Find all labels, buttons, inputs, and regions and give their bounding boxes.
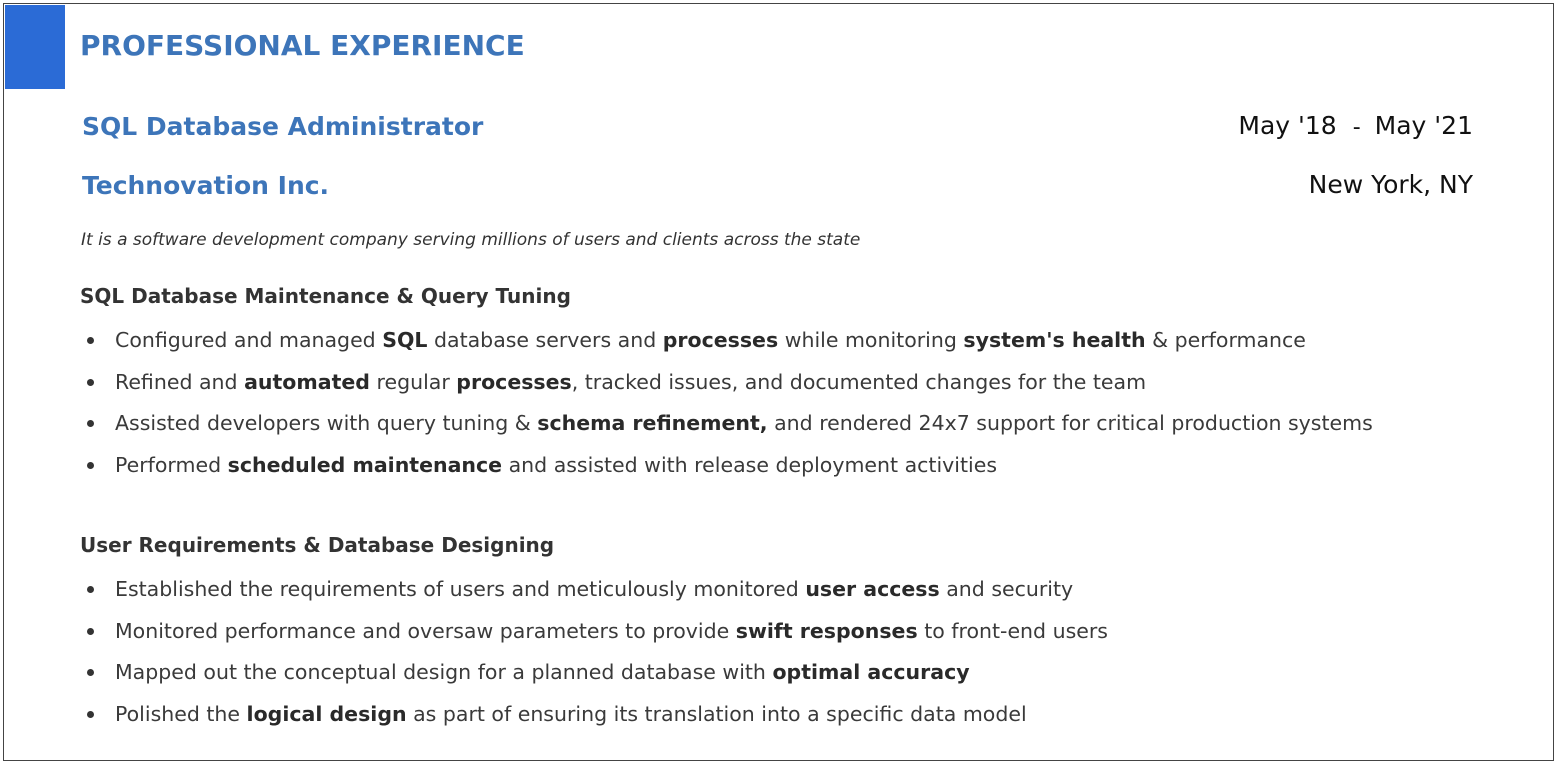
list-item [80,451,1373,493]
list-item [80,700,1108,742]
bullet-text: and security [939,577,1074,601]
job-location: New York, NY [1308,170,1473,199]
bullet-icon [87,628,94,635]
bullet-text: , tracked issues, and documented changes for the team [571,369,1147,394]
list-item [80,368,1373,410]
bullet-emphasis: system's health [963,328,1146,352]
bullet-emphasis: logical design [246,701,407,726]
bullet-emphasis: schema refinement, [537,411,768,435]
bullet-text: Refined and [115,369,245,394]
bullet-list-maintenance [80,326,1373,492]
bullet-text: and rendered 24x7 support for critical production systems [767,411,1373,435]
bullet-icon [87,462,94,469]
list-item [80,409,1373,451]
company-name: Technovation Inc. [82,171,330,200]
bullet-emphasis: processes [662,328,779,352]
bullet-text: while monitoring [778,328,964,352]
bullet-text: to front-end users [917,618,1108,643]
job-dates [1238,111,1473,140]
bullet-text: Assisted developers with query tuning & [115,411,538,435]
bullet-emphasis: swift responses [735,618,918,643]
bullet-icon [87,337,94,344]
list-item [80,326,1373,368]
bullet-text: database servers and [427,328,663,352]
date-end: May '21 [1374,111,1473,140]
bullet-emphasis: processes [456,369,572,394]
bullet-text: Established the requirements of users and meticulously monitored [115,577,806,601]
bullet-emphasis: scheduled maintenance [227,452,503,477]
bullet-text: regular [369,369,457,394]
bullet-text: Configured and managed [115,328,383,352]
bullet-text: Polished the [115,701,247,726]
section-accent-bar [5,5,65,89]
bullet-text: & performance [1145,328,1306,352]
list-item [80,575,1108,617]
date-separator: - [1352,115,1361,140]
list-item [80,617,1108,659]
bullet-text: and assisted with release deployment activities [502,452,998,477]
group-heading-maintenance: SQL Database Maintenance & Query Tuning [80,284,571,308]
bullet-icon [87,669,94,676]
bullet-text: as part of ensuring its translation into a specific data model [406,701,1027,726]
group-heading-design: User Requirements & Database Designing [80,533,555,557]
section-title: PROFESSIONAL EXPERIENCE [80,29,525,62]
bullet-emphasis: user access [805,577,940,601]
bullet-text: Performed [115,452,228,477]
date-start: May '18 [1238,111,1337,140]
job-title: SQL Database Administrator [82,112,484,141]
bullet-text: Mapped out the conceptual design for a planned database with [115,660,773,684]
bullet-emphasis: optimal accuracy [772,660,970,684]
bullet-list-design [80,575,1108,741]
bullet-emphasis: SQL [382,328,428,352]
bullet-icon [87,420,94,427]
bullet-icon [87,586,94,593]
bullet-emphasis: automated [244,369,370,394]
company-description: It is a software development company serving millions of users and clients across the state [81,230,861,250]
bullet-icon [87,711,94,718]
bullet-text: Monitored performance and oversaw parameters to provide [115,618,736,643]
bullet-icon [87,379,94,386]
list-item [80,658,1108,700]
